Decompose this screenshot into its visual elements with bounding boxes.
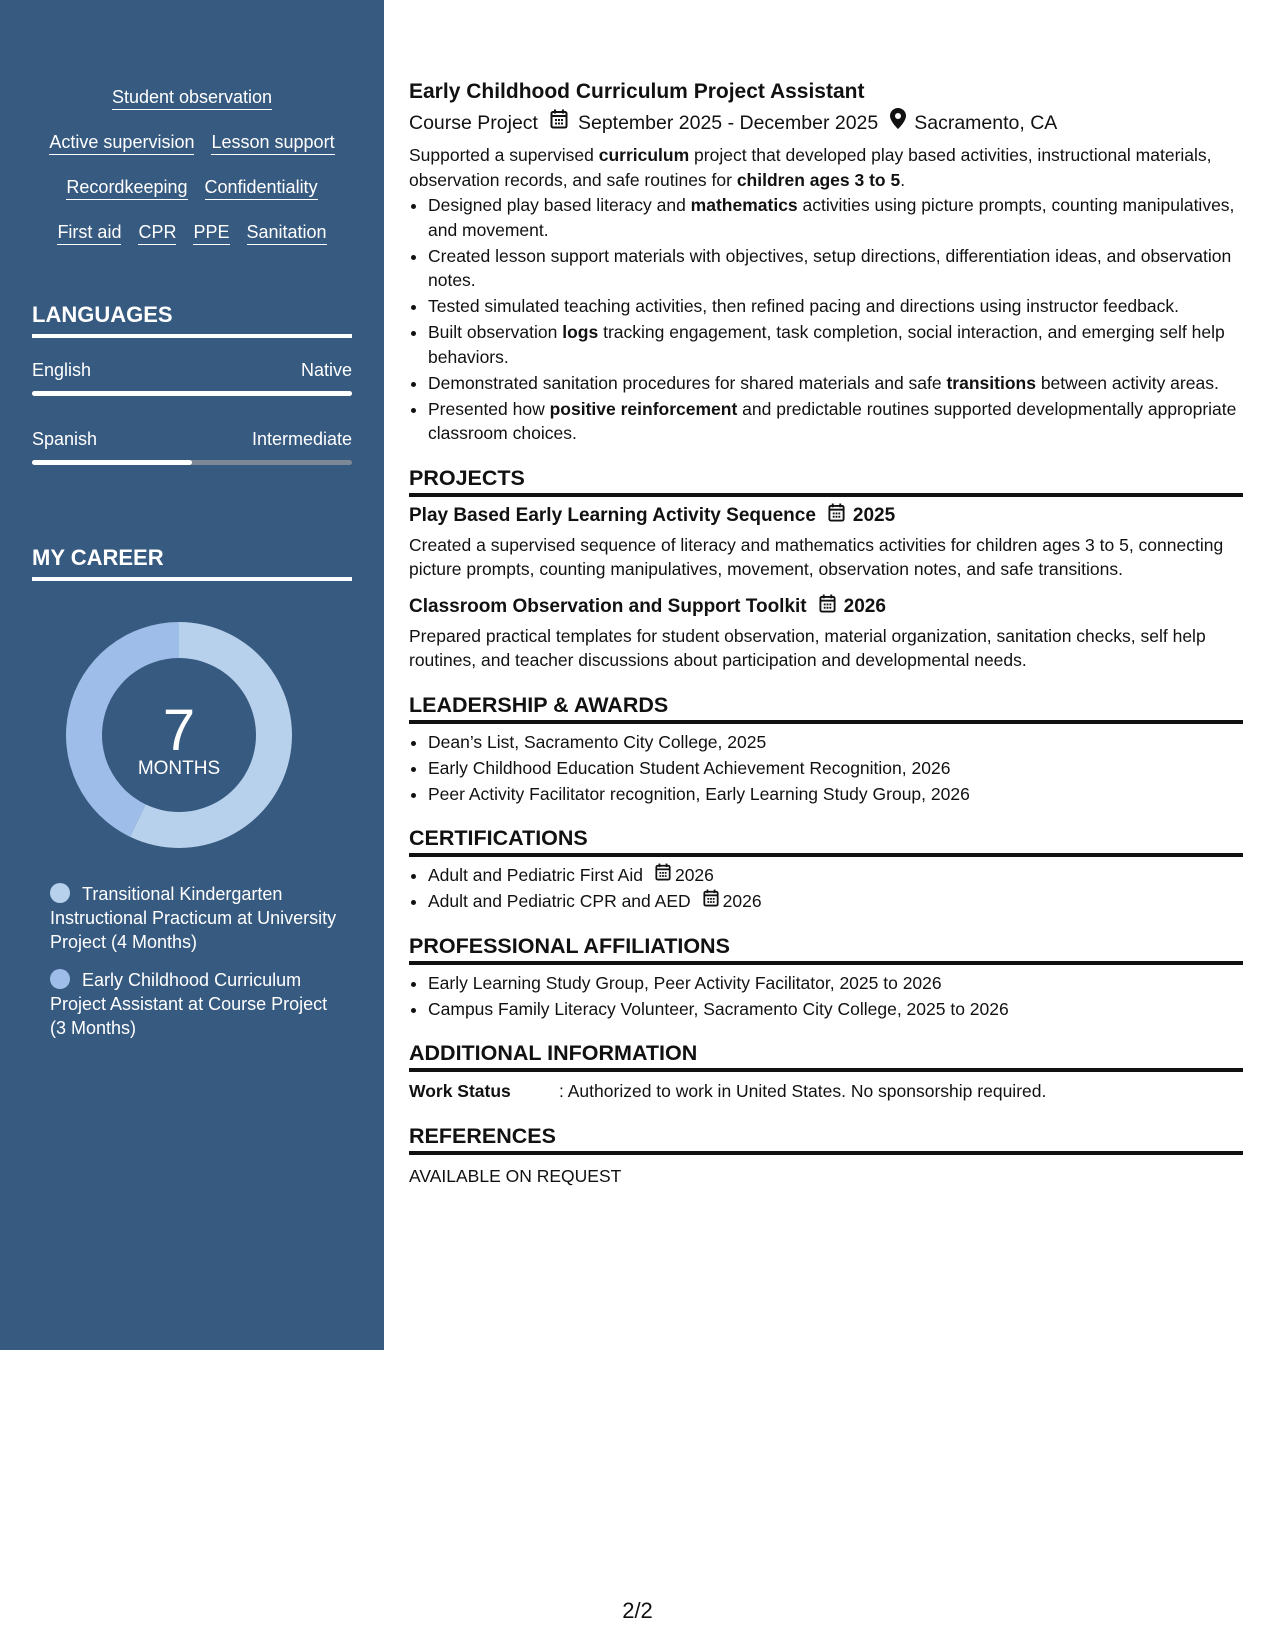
location-pin-icon — [890, 108, 906, 137]
career-total-unit: MONTHS — [137, 758, 221, 779]
list-item: • Peer Activity Facilitator recognition, Early Learning Study Group, 2026 — [428, 782, 1243, 807]
legend-dot-icon — [50, 969, 70, 989]
project-description: Created a supervised sequence of literacy and mathematics activities for children ages 3 to 5, connecting picture prompts, counting manipulatives, movement, observation notes, and safe transitions. — [409, 534, 1224, 579]
skill-row — [0, 86, 384, 110]
calendar-icon — [550, 109, 568, 137]
language-level: Intermediate — [251, 429, 352, 449]
skill-tag: Active supervision — [49, 131, 194, 155]
skill-row — [0, 176, 384, 200]
leadership-list — [409, 730, 1243, 807]
job-title: Early Childhood Curriculum Project Assistant — [409, 80, 865, 103]
skill-row — [0, 131, 384, 155]
career-heading: MY CAREER — [32, 545, 352, 581]
career-total-value: 7 — [162, 698, 196, 763]
certifications-heading: CERTIFICATIONS — [409, 824, 1243, 857]
career-item — [50, 968, 340, 1040]
list-item: • Dean’s List, Sacramento City College, 2025 — [428, 730, 1243, 755]
additional-info-heading: ADDITIONAL INFORMATION — [409, 1039, 1243, 1072]
languages-heading: LANGUAGES — [32, 302, 352, 338]
list-item — [428, 863, 1243, 888]
skill-tag: Lesson support — [211, 131, 334, 155]
project-title — [409, 594, 1243, 621]
career-item — [50, 882, 340, 954]
certifications-list — [409, 863, 1243, 914]
career-item-text: Early Childhood Curriculum Project Assistant at Course Project (3 Months) — [50, 970, 328, 1038]
calendar-icon — [828, 503, 845, 530]
work-status-label: Work Status — [409, 1081, 511, 1101]
skill-tag: First aid — [57, 221, 121, 245]
list-item: • Early Learning Study Group, Peer Activity Facilitator, 2025 to 2026 — [428, 971, 1243, 996]
job-dates: September 2025 - December 2025 — [577, 111, 879, 134]
project-name: Classroom Observation and Support Toolkit — [409, 596, 807, 617]
project-year: 2025 — [852, 505, 896, 526]
leadership-heading: LEADERSHIP & AWARDS — [409, 691, 1243, 724]
skill-tag: Sanitation — [247, 221, 327, 245]
affiliations-heading: PROFESSIONAL AFFILIATIONS — [409, 932, 1243, 965]
skill-tag: Confidentiality — [205, 176, 318, 200]
job-meta — [409, 108, 1243, 137]
affiliations-list — [409, 971, 1243, 1022]
work-status-row — [409, 1079, 1243, 1104]
language-proficiency-bar — [32, 460, 352, 465]
list-item: • Campus Family Literacy Volunteer, Sacramento City College, 2025 to 2026 — [428, 997, 1243, 1022]
sidebar — [0, 0, 384, 1350]
job-location: Sacramento, CA — [914, 111, 1058, 134]
project-description: Prepared practical templates for student observation, material organization, sanitation checks, self help routines, and teacher discussions about participation and developmental needs. — [409, 625, 1206, 670]
job-bullets — [409, 193, 1243, 446]
skills-list — [0, 86, 384, 266]
list-item: • Designed play based literacy and mathematics activities using picture prompts, counting manipulatives, and movement. — [428, 193, 1243, 242]
career-item-text: Transitional Kindergarten Instructional Practicum at University Project (4 Months) — [50, 884, 337, 952]
project-title — [409, 503, 1243, 530]
certification-year: 2026 — [722, 891, 762, 911]
career-donut-chart — [66, 622, 292, 848]
references-heading: REFERENCES — [409, 1122, 1243, 1155]
list-item: • Early Childhood Education Student Achievement Recognition, 2026 — [428, 756, 1243, 781]
language-proficiency-fill — [32, 391, 352, 396]
job-org: Course Project — [409, 111, 538, 134]
calendar-icon — [655, 863, 671, 888]
skill-tag: Student observation — [112, 86, 272, 110]
language-spanish — [32, 428, 352, 465]
job-summary: Supported a supervised curriculum project that developed play based activities, instructional materials, observation records, and safe routines for children ages 3 to 5. — [409, 145, 1212, 190]
skill-tag: CPR — [138, 221, 176, 245]
skill-row — [0, 221, 384, 245]
language-english — [32, 359, 352, 396]
list-item: • Presented how positive reinforcement and predictable routines supported developmentally appropriate classroom choices. — [428, 397, 1243, 446]
career-legend — [50, 882, 340, 1054]
language-level: Native — [300, 360, 352, 380]
language-name: English — [32, 360, 92, 380]
calendar-icon — [819, 594, 836, 621]
list-item — [428, 889, 1243, 914]
certification-name: • Adult and Pediatric CPR and AED — [428, 891, 691, 911]
list-item: • Demonstrated sanitation procedures for shared materials and safe transitions between activity areas. — [428, 371, 1243, 396]
projects-heading: PROJECTS — [409, 464, 1243, 497]
certification-name: • Adult and Pediatric First Aid — [428, 865, 643, 885]
language-proficiency-fill — [32, 460, 192, 465]
language-proficiency-bar — [32, 391, 352, 396]
main-content — [409, 78, 1243, 1188]
list-item: • Created lesson support materials with objectives, setup directions, differentiation ideas, and observation notes. — [428, 244, 1243, 293]
list-item: • Built observation logs tracking engagement, task completion, social interaction, and emerging self help behaviors. — [428, 320, 1243, 369]
language-name: Spanish — [32, 429, 98, 449]
list-item: • Tested simulated teaching activities, then refined pacing and directions using instructor feedback. — [428, 294, 1243, 319]
skill-tag: PPE — [193, 221, 229, 245]
references-text: AVAILABLE ON REQUEST — [409, 1165, 622, 1186]
legend-dot-icon — [50, 883, 70, 903]
project-year: 2026 — [843, 596, 886, 617]
project-name: Play Based Early Learning Activity Sequence — [409, 505, 816, 526]
page-number: 2/2 — [622, 1598, 653, 1623]
skill-tag: Recordkeeping — [66, 176, 187, 200]
certification-year: 2026 — [674, 865, 714, 885]
work-status-value: : Authorized to work in United States. No sponsorship required. — [559, 1081, 1047, 1101]
calendar-icon — [703, 889, 719, 914]
